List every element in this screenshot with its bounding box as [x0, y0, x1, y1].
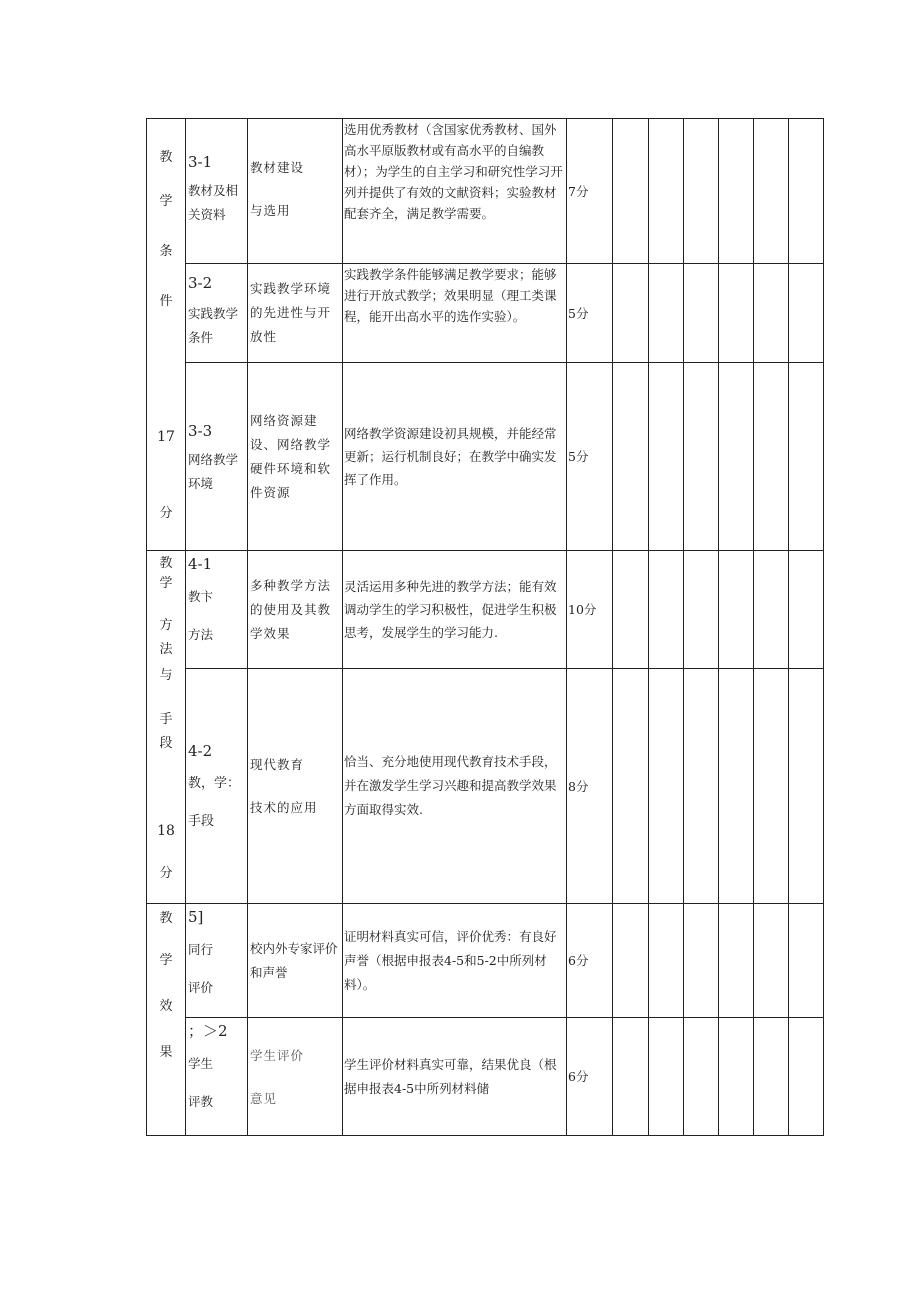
indicator: 学生评价 意见	[248, 1018, 343, 1136]
category-teaching-conditions	[147, 119, 186, 551]
category-char: 段	[159, 736, 173, 751]
item-label: 3-1 教材及相关资料	[186, 119, 248, 264]
points: 5分	[567, 264, 613, 363]
indicator: 网络资源建设、网络教学硬件环境和软件资源	[248, 363, 343, 551]
evaluation-table	[146, 118, 824, 1136]
category-teaching-effects	[147, 904, 186, 1136]
description: 恰当、充分地使用现代教育技术手段，并在激发学生学习兴趣和提高教学效果方面取得实效.	[343, 669, 567, 904]
description: 学生评价材料真实可靠，结果优良（根据申报表4-5中所列材料储	[343, 1018, 567, 1136]
category-char: 学	[159, 953, 173, 968]
category-teaching-methods	[147, 551, 186, 904]
item-label: 4-2 教，学： 手段	[186, 669, 248, 904]
category-char: 法	[159, 642, 173, 657]
description: 实践教学条件能够满足教学要求；能够进行开放式教学；效果明显（理工类课程，能开出高水平的选作实验）。	[343, 264, 567, 363]
indicator: 校内外专家评价和声誉	[248, 904, 343, 1018]
category-char: 学	[159, 194, 173, 209]
table-row	[147, 1018, 824, 1136]
points: 6分	[567, 904, 613, 1018]
points: 5分	[567, 363, 613, 551]
description: 选用优秀教材（含国家优秀教材、国外高水平原版教材或有高水平的自编教材）；为学生的自主学习和研究性学习开列并提供了有效的文献资料；实验教材配套齐全，满足教学需要。	[343, 119, 567, 264]
category-char: 效	[159, 999, 173, 1014]
description: 灵活运用多种先进的教学方法；能有效调动学生的学习积极性，促进学生积极思考，发展学生的学习能力.	[343, 551, 567, 669]
category-char: 教	[159, 150, 173, 165]
table-row	[147, 363, 824, 551]
category-char: 果	[159, 1045, 173, 1060]
item-label: 3-3 网络教学环境	[186, 363, 248, 551]
category-score: 17	[157, 429, 175, 445]
table-row	[147, 904, 824, 1018]
category-score: 18	[157, 823, 175, 839]
category-char: 条	[159, 244, 173, 259]
category-char: 手	[159, 712, 173, 727]
indicator: 多种教学方法的使用及其教学效果	[248, 551, 343, 669]
category-score-unit: 分	[159, 866, 173, 881]
item-label: 3-2 实践教学条件	[186, 264, 248, 363]
table-row	[147, 264, 824, 363]
category-char: 与	[159, 668, 173, 683]
category-char: 教	[159, 556, 173, 571]
description: 网络教学资源建设初具规模，并能经常更新；运行机制良好；在教学中确实发挥了作用。	[343, 363, 567, 551]
category-char: 教	[159, 911, 173, 926]
category-char: 方	[159, 618, 173, 633]
item-label: 5] 同行 评价	[186, 904, 248, 1018]
table-row	[147, 551, 824, 669]
category-char: 学	[159, 576, 173, 591]
indicator: 实践教学环境的先进性与开放性	[248, 264, 343, 363]
category-char: 件	[159, 294, 173, 309]
table-row	[147, 119, 824, 264]
points: 7分	[567, 119, 613, 264]
item-label: ；＞2 学生 评教	[186, 1018, 248, 1136]
item-label: 4-1 教卞 方法	[186, 551, 248, 669]
category-score-unit: 分	[159, 506, 173, 521]
table-row	[147, 669, 824, 904]
indicator: 教材建设 与选用	[248, 119, 343, 264]
indicator: 现代教育 技术的应用	[248, 669, 343, 904]
points: 6分	[567, 1018, 613, 1136]
points: 8分	[567, 669, 613, 904]
points: 10分	[567, 551, 613, 669]
description: 证明材料真实可信，评价优秀：有良好声誉（根据申报表4-5和5-2中所列材料）。	[343, 904, 567, 1018]
